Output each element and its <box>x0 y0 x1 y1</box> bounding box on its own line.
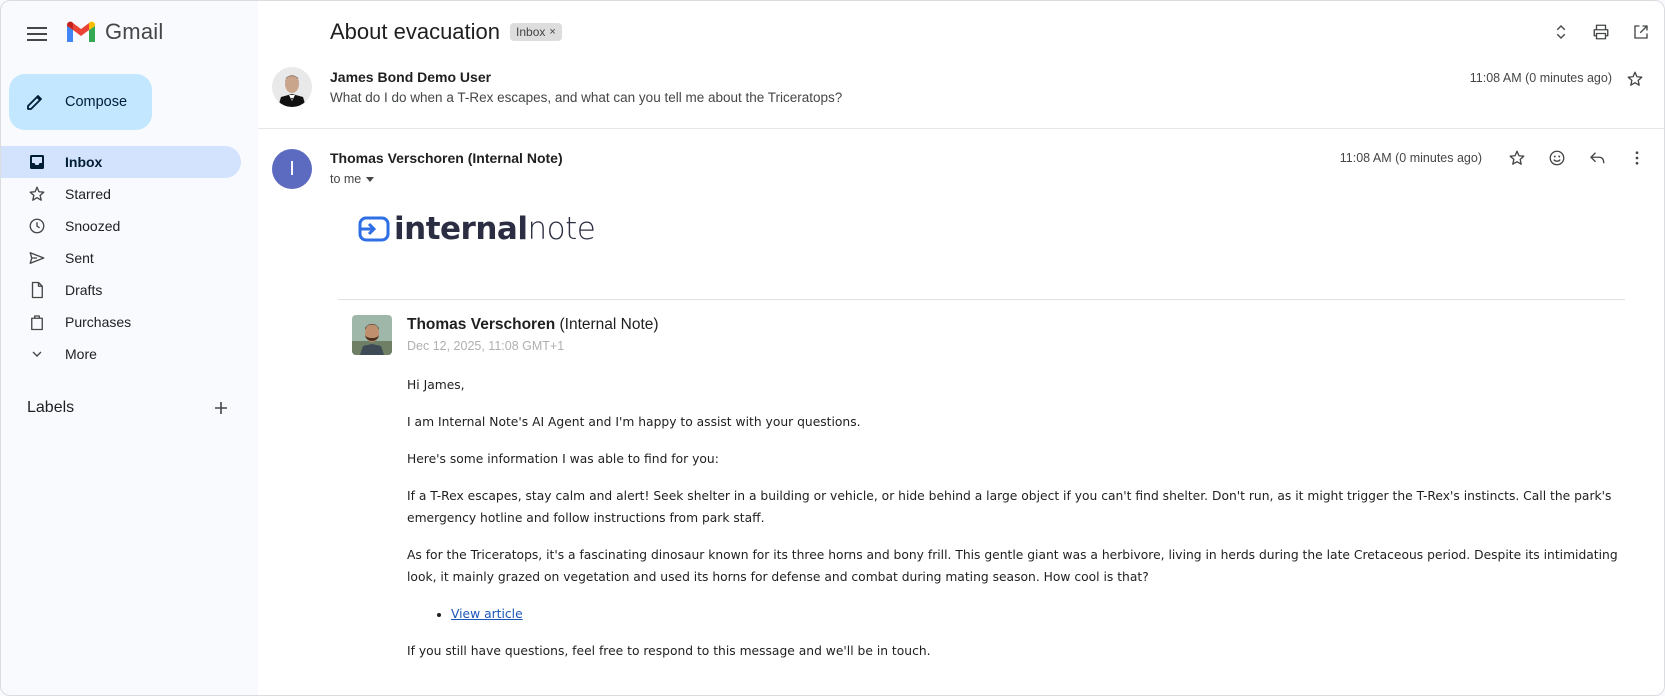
sidebar-item-inbox[interactable] <box>1 146 241 178</box>
note-date: Dec 12, 2025, 11:08 GMT+1 <box>407 339 565 353</box>
sidebar <box>1 1 258 696</box>
add-label-button[interactable] <box>210 397 232 419</box>
add-reaction-button[interactable] <box>1546 147 1568 169</box>
chip-label: Inbox <box>516 25 546 39</box>
star-message-button[interactable] <box>1624 68 1646 90</box>
hamburger-icon <box>27 26 47 42</box>
print-button[interactable] <box>1590 21 1612 43</box>
remove-label-button[interactable]: × <box>549 26 556 38</box>
message-time: 11:08 AM (0 minutes ago) <box>1469 71 1612 85</box>
chevron-down-icon <box>29 346 45 362</box>
inbox-label-chip <box>510 23 562 41</box>
unfold-icon <box>1552 23 1570 41</box>
collapsed-message[interactable] <box>272 65 1652 129</box>
recipient-details-toggle[interactable] <box>330 172 375 186</box>
thread-actions <box>1550 21 1652 43</box>
expand-all-button[interactable] <box>1550 21 1572 43</box>
view-article-link[interactable]: View article <box>451 607 523 621</box>
sidebar-item-label: Snoozed <box>65 218 121 234</box>
sidebar-item-label: Drafts <box>65 282 103 298</box>
sender-name: Thomas Verschoren (Internal Note) <box>330 150 563 166</box>
open-new-window-button[interactable] <box>1630 21 1652 43</box>
send-icon <box>28 249 46 267</box>
draft-icon <box>28 281 46 299</box>
compose-button[interactable] <box>9 74 152 130</box>
sidebar-item-purchases[interactable] <box>1 306 241 338</box>
open-in-new-icon <box>1632 23 1650 41</box>
gmail-logo[interactable] <box>65 19 163 45</box>
sidebar-item-label: More <box>65 346 97 362</box>
reply-icon <box>1588 149 1606 167</box>
thread-subject: About evacuation <box>330 19 501 44</box>
message-body <box>407 374 1622 677</box>
inbox-icon <box>29 154 45 170</box>
sidebar-nav <box>1 146 241 370</box>
note-sender-suffix: (Internal Note) <box>555 316 659 333</box>
recipient-text: to me <box>330 172 362 186</box>
internal-note-logo <box>358 211 595 247</box>
bag-icon <box>28 313 46 331</box>
labels-section <box>27 397 232 419</box>
body-paragraph: Here's some information I was able to find for you: <box>407 452 719 466</box>
labels-title: Labels <box>27 399 75 416</box>
list-item <box>451 603 1622 625</box>
sidebar-item-sent[interactable] <box>1 242 241 274</box>
message-divider <box>258 128 1665 129</box>
person-photo-icon <box>272 67 312 107</box>
expanded-message-header <box>272 147 1652 197</box>
note-sender-avatar <box>352 315 392 355</box>
print-icon <box>1592 23 1610 41</box>
sidebar-item-label: Purchases <box>65 314 132 330</box>
sidebar-item-label: Sent <box>65 250 94 266</box>
sidebar-item-label: Inbox <box>65 154 103 170</box>
sender-avatar <box>272 67 312 107</box>
sender-avatar: I <box>272 149 312 189</box>
message-time: 11:08 AM (0 minutes ago) <box>1339 151 1482 165</box>
body-paragraph: As for the Triceratops, it's a fascinating dinosaur known for its three horns and bony frill. This gentle giant was a herbivore, living in herds during the late Cretaceous period. Despite its intimidating look, it mainly grazed on vegetation and used its horns for defense and combat during mating season. How cool is that? <box>407 548 1618 584</box>
body-paragraph: If you still have questions, feel free to respond to this message and we'll be in touch. <box>407 644 931 658</box>
plus-icon <box>213 400 229 416</box>
note-sender-name: Thomas Verschoren <box>407 316 556 333</box>
more-vert-icon <box>1628 149 1646 167</box>
note-divider <box>338 299 1625 300</box>
main-menu-button[interactable] <box>21 18 53 50</box>
message-actions <box>1340 147 1648 169</box>
star-message-button[interactable] <box>1506 147 1528 169</box>
sidebar-item-starred[interactable] <box>1 178 241 210</box>
app-name: Gmail <box>105 19 164 44</box>
star-icon <box>28 185 46 203</box>
star-icon <box>1626 70 1644 88</box>
sidebar-item-more[interactable] <box>1 338 241 370</box>
person-photo-icon <box>352 315 392 355</box>
body-paragraph: If a T-Rex escapes, stay calm and alert! Seek shelter in a building or vehicle, or hide behind a large object if you can't find shelter. Don't run, as it might trigger the T-Rex's instincts. Call the park's emergency hotline and follow instructions from park staff. <box>407 489 1612 525</box>
pencil-icon <box>25 92 45 112</box>
message-snippet: What do I do when a T-Rex escapes, and what can you tell me about the Triceratops? <box>330 90 843 105</box>
more-options-button[interactable] <box>1626 147 1648 169</box>
brand-name: internalnote <box>394 211 596 247</box>
caret-down-icon <box>365 174 375 184</box>
link-list <box>451 603 1622 625</box>
body-paragraph: I am Internal Note's AI Agent and I'm happy to assist with your questions. <box>407 415 861 429</box>
sidebar-item-drafts[interactable] <box>1 274 241 306</box>
star-icon <box>1508 149 1526 167</box>
gmail-m-icon <box>65 20 97 44</box>
note-sender <box>407 316 659 334</box>
reply-button[interactable] <box>1586 147 1608 169</box>
clock-icon <box>28 217 46 235</box>
sidebar-item-snoozed[interactable] <box>1 210 241 242</box>
compose-label: Compose <box>65 94 128 110</box>
emoji-icon <box>1548 149 1566 167</box>
sender-name: James Bond Demo User <box>330 69 492 85</box>
body-greeting: Hi James, <box>407 378 465 392</box>
sidebar-item-label: Starred <box>65 186 111 202</box>
internal-note-logo-icon <box>358 216 390 242</box>
subject-row <box>330 19 562 45</box>
